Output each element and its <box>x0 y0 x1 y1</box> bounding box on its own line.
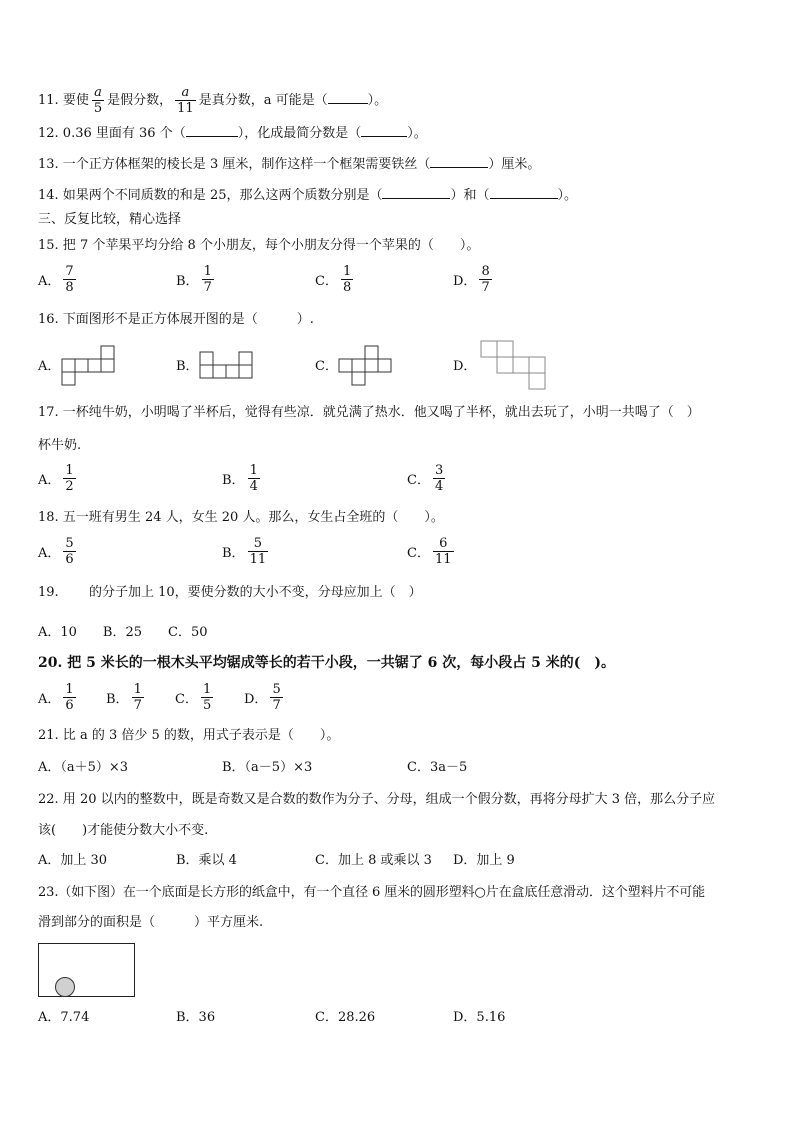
numerator: 1 <box>65 463 74 478</box>
numerator: a <box>92 86 104 101</box>
fraction <box>63 464 75 493</box>
option-label: B． <box>222 473 245 488</box>
option-c[interactable] <box>175 683 216 712</box>
numerator: 1 <box>133 682 142 697</box>
option-d[interactable]: D．5.16 <box>453 1010 506 1025</box>
question-17: 17. 一杯纯牛奶，小明喝了半杯后，觉得有些凉．就兑满了热水．他又喝了半杯，就出去玩了，小明一共喝了（ ） <box>38 405 700 420</box>
numerator: 1 <box>202 682 212 697</box>
fraction <box>433 464 445 493</box>
fraction <box>433 537 454 566</box>
question-text: ），化成最简分数是（ <box>237 126 362 141</box>
option-c[interactable] <box>407 464 448 493</box>
denominator: 8 <box>65 280 74 295</box>
answer-blank[interactable] <box>186 124 238 137</box>
option-a[interactable] <box>38 358 60 376</box>
answer-blank[interactable] <box>430 155 488 168</box>
question-13 <box>38 155 540 174</box>
option-label: C． <box>407 473 430 488</box>
question-text: 12. 0.36 里面有 36 个（ <box>38 126 186 141</box>
fraction <box>270 683 282 712</box>
fraction <box>479 265 491 294</box>
option-c[interactable] <box>315 265 356 294</box>
question-14 <box>38 186 577 205</box>
option-a[interactable] <box>38 464 79 493</box>
option-d[interactable]: D．加上 9 <box>453 853 515 868</box>
question-number: 19. <box>38 585 59 600</box>
answer-blank[interactable] <box>361 124 407 137</box>
option-a[interactable] <box>38 683 79 712</box>
numerator: 1 <box>65 682 74 697</box>
numerator: 3 <box>434 463 444 478</box>
numerator: 1 <box>342 264 352 279</box>
question-22-cont: 该( )才能使分数大小不变. <box>38 823 209 838</box>
option-label: A． <box>38 274 61 289</box>
question-23-cont: 滑到部分的面积是（ ）平方厘米. <box>38 915 264 930</box>
option-b[interactable] <box>222 464 263 493</box>
option-a[interactable]: A．7.74 <box>38 1010 90 1025</box>
denominator: 7 <box>481 280 490 295</box>
cube-net-a-icon <box>62 346 118 388</box>
answer-blank[interactable] <box>490 186 558 199</box>
option-a[interactable] <box>38 265 79 294</box>
option-d[interactable] <box>244 683 286 712</box>
denominator: 6 <box>65 552 74 567</box>
question-12 <box>38 124 427 143</box>
question-23: 23.（如下图）在一个底面是长方形的纸盒中，有一个直径 6 厘米的圆形塑料○片在盒底任意滑动．这个塑料片不可能 <box>38 885 706 900</box>
denominator: 11 <box>434 552 452 567</box>
question-text: 14. 如果两个不同质数的和是 25，那么这两个质数分别是（ <box>38 188 383 203</box>
denominator: 5 <box>93 101 103 116</box>
section-heading: 三、反复比较，精心选择 <box>38 212 182 227</box>
denominator: 2 <box>65 479 74 494</box>
question-text: 是假分数， <box>107 93 173 108</box>
denominator: 11 <box>249 552 267 567</box>
numerator: 1 <box>249 463 258 478</box>
denominator: 7 <box>133 698 142 713</box>
question-22: 22. 用 20 以内的整数中，既是奇数又是合数的数作为分子、分母，组成一个假分数，再将分母扩大 3 倍，那么分子应 <box>38 792 716 807</box>
fraction <box>341 265 353 294</box>
cube-net-c-icon <box>339 346 395 388</box>
denominator: 8 <box>342 280 352 295</box>
question-18: 18. 五一班有男生 24 人，女生 20 人。那么，女生占全班的（ ）。 <box>38 510 444 525</box>
option-label: C． <box>315 359 338 374</box>
option-label: A． <box>38 473 61 488</box>
option-label: D． <box>453 359 477 374</box>
option-label: C． <box>175 692 198 707</box>
question-text: ）。 <box>367 93 388 108</box>
option-b[interactable] <box>222 537 271 566</box>
fraction <box>132 683 144 712</box>
option-c[interactable] <box>407 537 457 566</box>
question-number: 11. <box>38 93 59 108</box>
option-label: B． <box>176 359 199 374</box>
question-19-options[interactable]: A．10 B．25 C．50 <box>38 625 208 640</box>
fraction <box>202 265 214 294</box>
numerator: 5 <box>248 537 269 552</box>
option-a[interactable]: A．（a＋5）×3 <box>38 760 129 775</box>
paper-box-diagram <box>38 943 138 1001</box>
question-text: 是真分数，a 可能是（ <box>198 93 328 108</box>
denominator: 5 <box>202 698 212 713</box>
question-11 <box>38 86 387 115</box>
option-label: C． <box>315 274 338 289</box>
option-d[interactable] <box>453 265 495 294</box>
question-text: ）。 <box>557 188 578 203</box>
option-label: B． <box>106 692 129 707</box>
question-text: 的分子加上 10，要使分数的大小不变，分母应加上（ ） <box>88 585 422 600</box>
option-label: A． <box>38 359 61 374</box>
option-label: D． <box>244 692 268 707</box>
question-19 <box>38 584 422 602</box>
option-b[interactable]: B．乘以 4 <box>176 853 237 868</box>
question-text: ）。 <box>407 126 427 141</box>
option-c[interactable]: C．3a－5 <box>407 760 468 775</box>
option-label: D． <box>453 274 477 289</box>
option-label: B． <box>222 546 245 561</box>
numerator: 8 <box>481 264 490 279</box>
fraction <box>201 683 213 712</box>
denominator: 4 <box>249 479 258 494</box>
option-c[interactable] <box>315 358 338 376</box>
option-c[interactable]: C．加上 8 或乘以 3 <box>315 853 432 868</box>
question-20: 20. 把 5 米长的一根木头平均锯成等长的若干小段，一共锯了 6 次，每小段占 5 米的( )。 <box>38 655 615 671</box>
option-d[interactable] <box>453 358 476 376</box>
question-15: 15. 把 7 个苹果平均分给 8 个小朋友，每个小朋友分得一个苹果的（ ）。 <box>38 238 480 253</box>
fraction <box>175 86 196 115</box>
fraction <box>248 464 260 493</box>
question-16: 16. 下面图形不是正方体展开图的是（ ）. <box>38 312 314 327</box>
numerator: 5 <box>272 682 281 697</box>
question-text: ）厘米。 <box>488 157 541 172</box>
option-a[interactable] <box>38 537 79 566</box>
fraction <box>248 537 269 566</box>
denominator: 4 <box>434 479 444 494</box>
option-b[interactable]: B．（a－5）×3 <box>222 760 313 775</box>
question-text: 13. 一个正方体框架的棱长是 3 厘米，制作这样一个框架需要铁丝（ <box>38 157 431 172</box>
option-label: B． <box>176 274 199 289</box>
option-label: A． <box>38 546 61 561</box>
option-a[interactable]: A．加上 30 <box>38 853 108 868</box>
option-b[interactable]: B．36 <box>176 1010 216 1025</box>
numerator: 7 <box>65 264 74 279</box>
fraction <box>63 265 75 294</box>
fraction <box>92 86 104 115</box>
question-text: ）和（ <box>450 188 490 203</box>
denominator: 7 <box>272 698 281 713</box>
answer-blank[interactable] <box>382 186 450 199</box>
option-label: A． <box>38 692 61 707</box>
question-21: 21. 比 a 的 3 倍少 5 的数，用式子表示是（ ）。 <box>38 728 340 743</box>
cube-net-d-icon <box>481 341 549 393</box>
answer-blank[interactable] <box>328 91 368 104</box>
numerator: 1 <box>203 264 212 279</box>
denominator: 11 <box>177 101 194 116</box>
option-label: C． <box>407 546 430 561</box>
numerator: 6 <box>433 537 454 552</box>
question-text: 要使 <box>62 93 89 108</box>
denominator: 6 <box>65 698 74 713</box>
numerator: a <box>175 86 196 101</box>
option-b[interactable] <box>106 683 147 712</box>
question-17-cont: 杯牛奶. <box>38 438 82 453</box>
option-c[interactable]: C．28.26 <box>315 1010 376 1025</box>
option-b[interactable] <box>176 358 199 376</box>
fraction <box>63 537 75 566</box>
option-b[interactable] <box>176 265 217 294</box>
cube-net-b-icon <box>200 352 256 382</box>
denominator: 7 <box>203 280 212 295</box>
fraction <box>63 683 75 712</box>
plastic-disc-icon <box>56 978 75 997</box>
numerator: 5 <box>65 536 74 551</box>
